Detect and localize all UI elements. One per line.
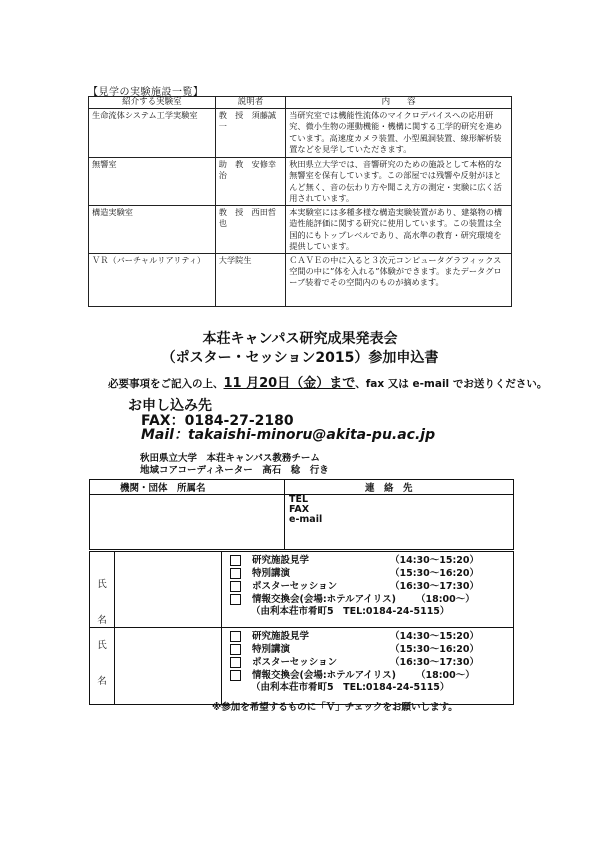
form-subtitle: （ポスター・セッション2015）参加申込書 xyxy=(161,350,439,366)
option-time: （15:30～16:20） xyxy=(390,568,479,579)
participants-table xyxy=(89,551,514,705)
option-label: ポスターセッション xyxy=(252,581,338,592)
facility-room: 無響室 xyxy=(89,158,216,206)
facility-content: 当研究室では機能性流体のマイクロデバイスへの応用研究、微小生物の運動機能・機構に関する工学的研究を進めています。高速度カメラ装置、小型風洞装置、線形解析装置などを見学していただきます。 xyxy=(286,109,512,158)
label-top-char: 氏 xyxy=(97,640,107,651)
facility-room: 生命流体システム工学実験室 xyxy=(89,109,216,158)
notice-deadline: 11 月20日（金）まで xyxy=(223,376,356,391)
tel-label: TEL xyxy=(289,494,309,505)
checkbox[interactable] xyxy=(230,657,241,668)
label-bottom-char: 名 xyxy=(97,676,107,687)
option-special-lecture xyxy=(230,643,513,656)
contact-field[interactable] xyxy=(285,495,514,550)
participant-row xyxy=(90,628,514,705)
participant-name-label xyxy=(90,552,115,628)
apply-heading: お申し込み先 xyxy=(128,398,212,414)
org-column-header: 機関・団体 所属名 xyxy=(90,480,285,495)
header-presenter: 説明者 xyxy=(215,97,285,109)
participant-options xyxy=(222,628,514,705)
facility-content: 秋田県立大学では、音響研究のための施設として本格的な無響室を保有しています。この部屋では残響や反射がほとんど無く、音の伝わり方や聞こえ方の測定・実験に広く活用されています。 xyxy=(286,158,512,206)
facility-room: 構造実験室 xyxy=(89,206,216,254)
notice-after: 、fax 又は e-mail でお送りください。 xyxy=(355,378,548,390)
facility-room: ＶＲ（バーチャルリアリティ） xyxy=(89,254,216,307)
table-row xyxy=(89,254,512,307)
option-time: （16:30～17:30） xyxy=(390,581,479,592)
option-label: 特別講演 xyxy=(252,568,291,579)
contact-table xyxy=(89,479,514,550)
option-label: 研究施設見学 xyxy=(252,555,310,566)
option-facility-tour xyxy=(230,554,513,567)
header-room: 紹介する実験室 xyxy=(89,97,216,109)
option-label: 特別講演 xyxy=(252,644,291,655)
fax-label: FAX xyxy=(289,504,310,515)
facilities-table xyxy=(88,96,512,307)
option-time: （14:30～15:20） xyxy=(390,555,479,566)
option-special-lecture xyxy=(230,567,513,580)
option-time: （16:30～17:30） xyxy=(390,657,479,668)
contact-table-header xyxy=(90,480,514,495)
label-bottom-char: 名 xyxy=(97,615,107,626)
option-poster-session xyxy=(230,580,513,593)
footer-note: ※参加を希望するものに「Ｖ」チェックをお願いします。 xyxy=(212,702,458,713)
option-label: 情報交換会(会場:ホテルアイリス) xyxy=(252,594,396,605)
facility-presenter: 助 教 安修幸治 xyxy=(215,158,285,206)
facility-presenter: 教 授 須藤誠一 xyxy=(215,109,285,158)
header-content: 内 容 xyxy=(286,97,512,109)
option-poster-session xyxy=(230,656,513,669)
contact-column-header: 連 絡 先 xyxy=(285,480,514,495)
notice-before: 必要事項をご記入の上、 xyxy=(108,378,224,390)
facilities-heading: 【見学の実験施設一覧】 xyxy=(88,87,204,98)
facilities-table-header xyxy=(89,97,512,109)
facility-presenter: 教 授 西田哲也 xyxy=(215,206,285,254)
checkbox[interactable] xyxy=(230,581,241,592)
option-time: （18:00～） xyxy=(416,594,475,605)
email-address: Mail：takaishi-minoru@akita-pu.ac.jp xyxy=(141,427,436,443)
label-top-char: 氏 xyxy=(97,579,107,590)
venue-address: （由利本荘市肴町5 TEL:0184-24-5115） xyxy=(251,606,450,617)
checkbox[interactable] xyxy=(230,670,241,681)
facility-presenter: 大学院生 xyxy=(215,254,285,307)
participant-name-field[interactable] xyxy=(115,552,222,628)
table-row xyxy=(89,206,512,254)
checkbox[interactable] xyxy=(230,568,241,579)
option-time: （15:30～16:20） xyxy=(390,644,479,655)
facility-content: ＣＡＶＥの中に入ると３次元コンピュータグラフィックス空間の中に”体を入れる”体験ができます。またデータグローブ装着でその空間内のものが摘めます。 xyxy=(286,254,512,307)
option-networking xyxy=(230,593,513,606)
option-networking xyxy=(230,669,513,682)
fax-number: FAX：0184-27-2180 xyxy=(141,413,294,429)
option-label: 研究施設見学 xyxy=(252,631,310,642)
email-label: e-mail xyxy=(289,514,323,525)
facility-content: 本実験室には多種多様な構造実験装置があり、建築物の構造性能評価に関する研究に使用しています。この装置は全国的にもトップレベルであり、高水準の教育・研究環境を提供しています。 xyxy=(286,206,512,254)
organization-name: 秋田県立大学 本荘キャンパス教務チーム xyxy=(140,453,320,464)
option-time: （18:00～） xyxy=(416,670,475,681)
participant-name-label xyxy=(90,628,115,705)
option-facility-tour xyxy=(230,630,513,643)
checkbox[interactable] xyxy=(230,555,241,566)
contact-table-row xyxy=(90,495,514,550)
participant-row xyxy=(90,552,514,628)
checkbox[interactable] xyxy=(230,644,241,655)
participant-name-field[interactable] xyxy=(115,628,222,705)
checkbox[interactable] xyxy=(230,594,241,605)
submission-notice xyxy=(108,372,547,391)
participant-options xyxy=(222,552,514,628)
coordinator-name: 地域コアコーディネーター 高石 稔 行き xyxy=(140,465,329,476)
table-row xyxy=(89,109,512,158)
form-title: 本荘キャンパス研究成果発表会 xyxy=(202,331,398,347)
checkbox[interactable] xyxy=(230,631,241,642)
table-row xyxy=(89,158,512,206)
org-field[interactable] xyxy=(90,495,285,550)
option-label: 情報交換会(会場:ホテルアイリス) xyxy=(252,670,396,681)
venue-address: （由利本荘市肴町5 TEL:0184-24-5115） xyxy=(251,682,450,693)
option-time: （14:30～15:20） xyxy=(390,631,479,642)
option-label: ポスターセッション xyxy=(252,657,338,668)
